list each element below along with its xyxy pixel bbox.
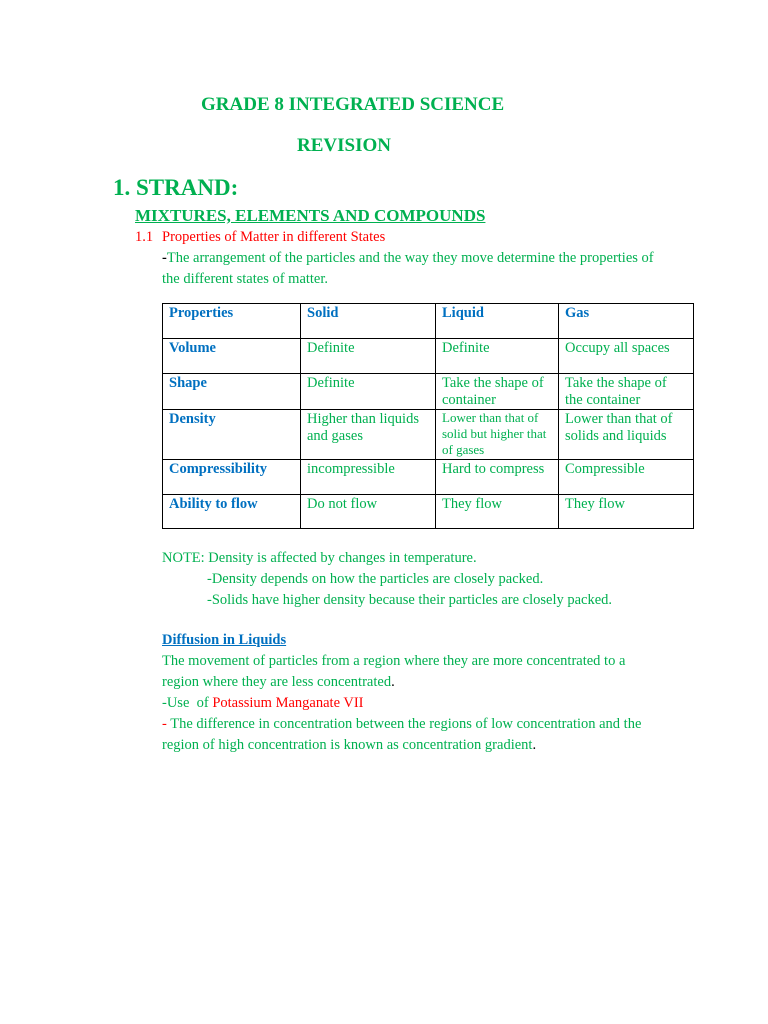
table-cell: Take the shape of container: [436, 374, 559, 410]
strand-label: STRAND:: [136, 175, 239, 200]
gradient-dash: -: [162, 716, 167, 732]
diffusion-block: [162, 630, 641, 756]
diffusion-para-period: .: [391, 674, 395, 690]
table-header-cell: Liquid: [436, 304, 559, 339]
table-row: [163, 460, 694, 495]
use-prefix: -Use of: [162, 695, 213, 711]
table-cell: Hard to compress: [436, 460, 559, 495]
table-header-cell: Gas: [559, 304, 694, 339]
intro-line-1: [162, 248, 654, 269]
states-of-matter-table: [162, 303, 694, 529]
table-cell: They flow: [559, 495, 694, 529]
diffusion-para-line-1: The movement of particles from a region where they are more concentrated to a: [162, 653, 626, 669]
table-cell-property: Ability to flow: [163, 495, 301, 529]
table-cell-property: Compressibility: [163, 460, 301, 495]
table-cell: They flow: [436, 495, 559, 529]
diffusion-para-line-2: [162, 672, 641, 693]
gradient-line-1: [162, 714, 641, 735]
table-cell: Do not flow: [301, 495, 436, 529]
table-cell: Definite: [436, 339, 559, 374]
document-subtitle: REVISION: [297, 135, 391, 156]
table-cell: Lower than that of solid but higher that of gases: [436, 410, 559, 460]
intro-dash: -: [162, 250, 167, 266]
strand-topic-heading: MIXTURES, ELEMENTS AND COMPOUNDS: [135, 206, 486, 225]
table-header-cell: Properties: [163, 304, 301, 339]
strand-number: 1.: [113, 175, 131, 200]
gradient-line-2: [162, 735, 641, 756]
gradient-text-1: The difference in concentration between the regions of low concentration and the: [166, 716, 642, 732]
table-header-row: [163, 304, 694, 339]
gradient-text-2: region of high concentration is known as concentration gradient: [162, 737, 533, 753]
document-title: GRADE 8 INTEGRATED SCIENCE: [201, 94, 505, 115]
table-row: [163, 339, 694, 374]
table-cell-property: Shape: [163, 374, 301, 410]
section-title: Properties of Matter in different States: [162, 229, 386, 245]
section-number: 1.1: [135, 229, 154, 245]
note-line-1: NOTE: Density is affected by changes in temperature.: [162, 550, 477, 566]
table-cell: Compressible: [559, 460, 694, 495]
intro-text-1: The arrangement of the particles and the way they move determine the properties of: [166, 250, 654, 266]
diffusion-use-line: [162, 693, 641, 714]
gradient-period: .: [532, 737, 537, 753]
table-cell: Definite: [301, 374, 436, 410]
table-cell: Definite: [301, 339, 436, 374]
section-heading: [135, 227, 385, 248]
note-block: [162, 548, 612, 611]
table-cell: Lower than that of solids and liquids: [559, 410, 694, 460]
table-row: [163, 374, 694, 410]
note-line-3: -Solids have higher density because their particles are closely packed.: [207, 592, 613, 608]
note-line-2: -Density depends on how the particles are closely packed.: [207, 571, 544, 587]
potassium-manganate-label: Potassium Manganate VII: [212, 695, 364, 711]
table-cell: Higher than liquids and gases: [301, 410, 436, 460]
table-header-cell: Solid: [301, 304, 436, 339]
table-cell: incompressible: [301, 460, 436, 495]
strand-heading: [113, 175, 238, 201]
table-row: [163, 410, 694, 460]
section-intro: [162, 248, 654, 290]
table-cell: Take the shape of the container: [559, 374, 694, 410]
table-cell-property: Density: [163, 410, 301, 460]
table-cell: Occupy all spaces: [559, 339, 694, 374]
diffusion-heading: Diffusion in Liquids: [162, 632, 287, 648]
table-row: [163, 495, 694, 529]
diffusion-para-text: region where they are less concentrated: [162, 674, 392, 690]
intro-line-2: the different states of matter.: [162, 271, 329, 287]
table-cell-property: Volume: [163, 339, 301, 374]
